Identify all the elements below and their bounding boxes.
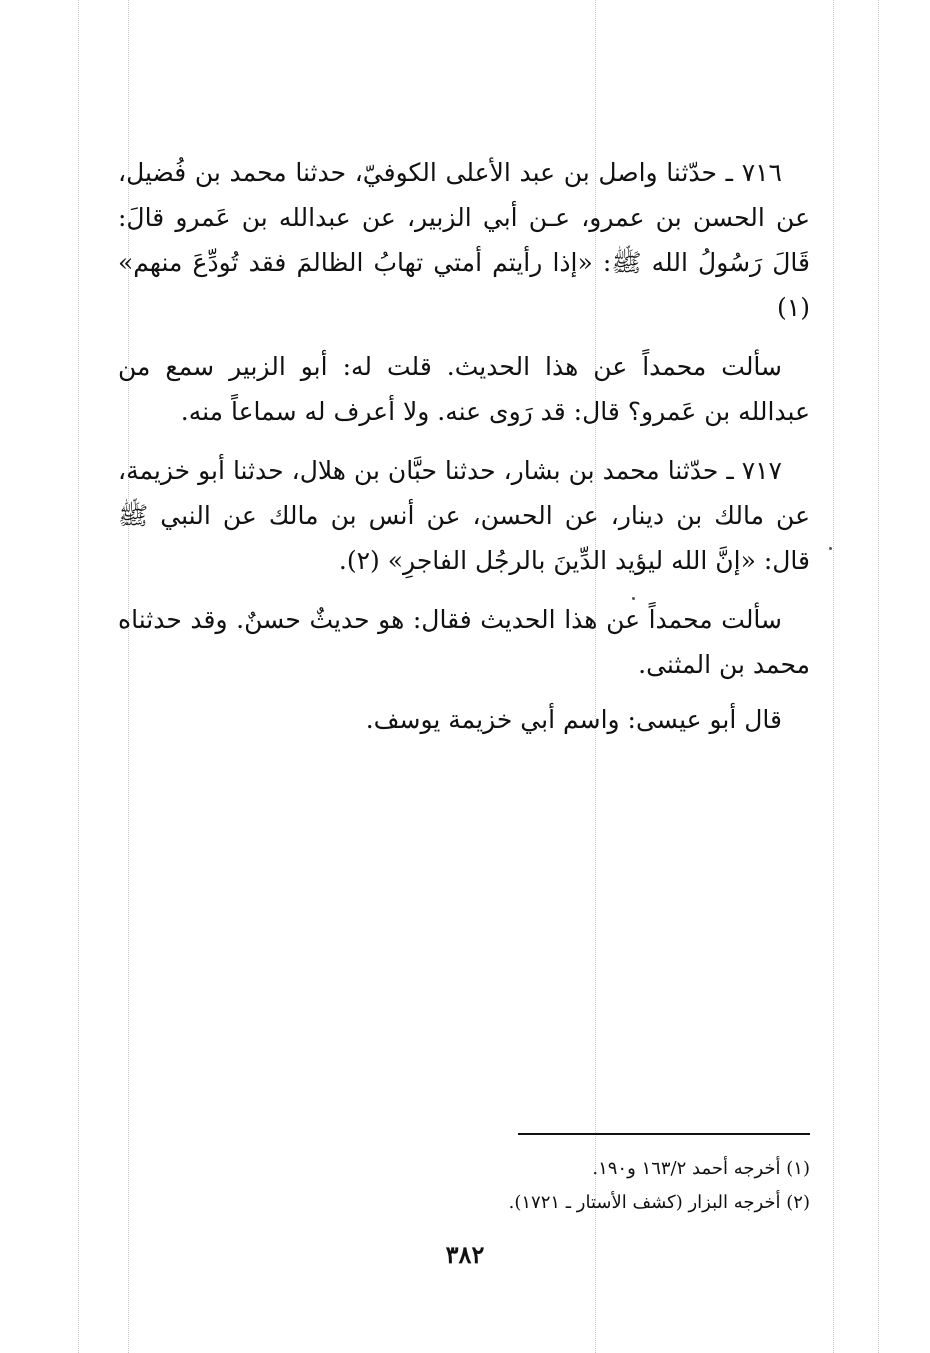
paragraph-hadith-717: ٧١٧ ـ حدّثنا محمد بن بشار، حدثنا حبَّان بن هلال، حدثنا أبو خزيمة، عن مالك بن دينار، عن الحسن، عن أنس بن مالك عن النبي ﷺ قال: «إنَّ الله ليؤيد الدِّينَ بالرجُل الفاجرِ» (٢). [118,456,810,575]
scan-artifact-line [878,0,879,1353]
main-text [118,150,810,756]
scan-artifact-line [833,0,834,1353]
footnote-2: (٢) أخرجه البزار (كشف الأستار ـ ١٧٢١). [508,1192,810,1213]
paragraph-abu-isa-note: قال أبو عيسى: واسم أبي خزيمة يوسف. [365,705,782,734]
page-number: ٣٨٢ [445,1240,485,1269]
paragraph-comment-717: سألت محمداً عن هذا الحديث فقال: هو حديثٌ حسنٌ. وقد حدثناه محمد بن المثنى. [118,605,810,679]
footnotes [118,1152,810,1220]
scan-artifact-line [78,0,79,1353]
paragraph-comment-716: سألت محمداً عن هذا الحديث. قلت له: أبو الزبير سمع من عبدالله بن عَمرو؟ قال: قد رَوى عنه. ولا أعرف له سماعاً منه. [118,352,810,426]
footnote-1: (١) أخرجه أحمد ١٦٣/٢ و١٩٠. [592,1158,810,1179]
paragraph-hadith-716: ٧١٦ ـ حدّثنا واصل بن عبد الأعلى الكوفيّ، حدثنا محمد بن فُضيل، عن الحسن بن عمرو، عـن أبي الزبير، عن عبدالله بن عَمرو قالَ: قَالَ رَسُولُ الله ﷺ: «إذا رأيتم أمتي تهابُ الظالمَ فقد تُودِّعَ منهم» (١) [118,158,810,322]
footnote-separator [518,1133,810,1135]
scan-speck [829,547,832,550]
